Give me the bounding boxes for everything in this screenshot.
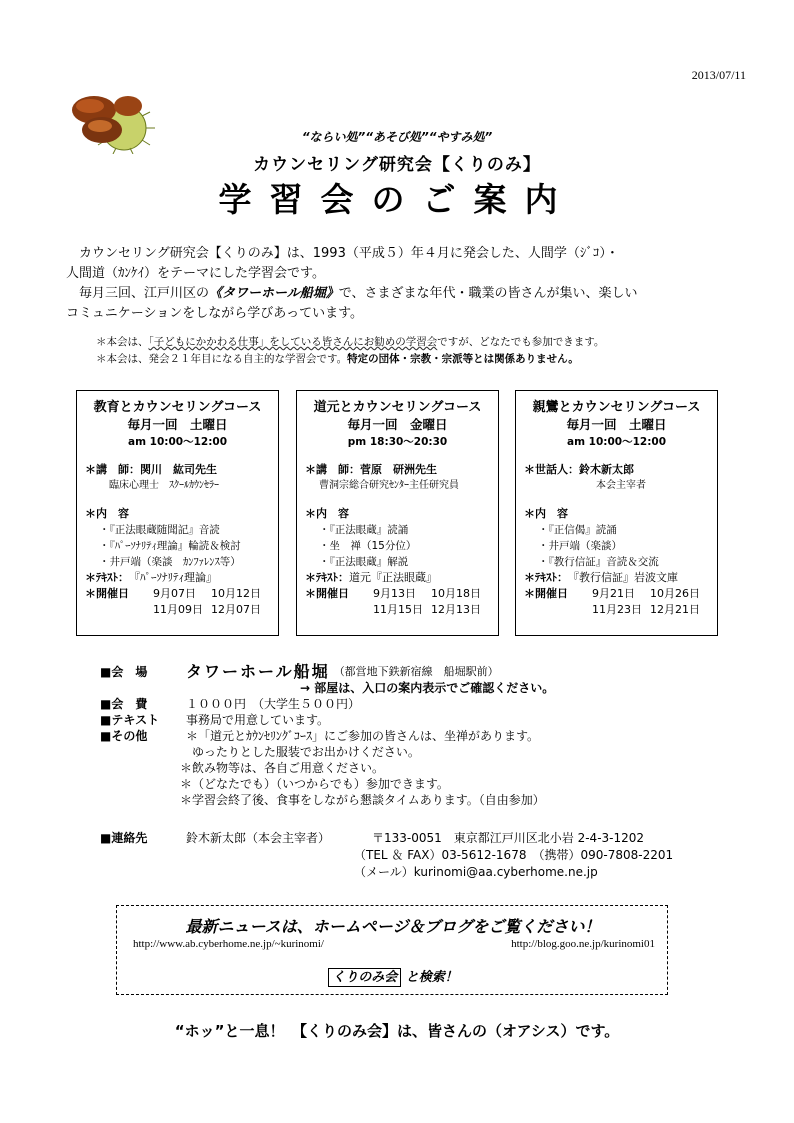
venue-highlight: 《タワーホール船堀》 (209, 286, 339, 301)
notes (96, 334, 604, 368)
other-line: ＊「道元とｶｳﾝｾﾘﾝｸﾞｺｰｽ」にご参加の皆さんは、坐禅があります。 (186, 729, 540, 743)
intro-line-1: カウンセリング研究会【くりのみ】は、1993（平成５）年４月に発会した、人間学（ｼﾞｺ）・ (79, 246, 619, 261)
search-suffix: と検索！ (405, 970, 458, 985)
news-box (116, 905, 668, 995)
note-2-prefix: ＊本会は、発会２１年目になる自主的な学習会です。 (96, 353, 348, 365)
course-time: am 10:00～12:00 (127, 436, 228, 448)
course-frequency: 毎月一回 土曜日 (566, 417, 667, 432)
course-name: 教育とカウンセリングコース (93, 400, 262, 415)
intro-text (66, 244, 726, 324)
news-title: 最新ニュースは、ホームページ＆ブログをご覧ください！ (185, 917, 601, 936)
page-title: 学習会のご案内 (218, 180, 576, 219)
room-note: → 部屋は、入口の案内表示でご確認ください。 (300, 681, 555, 695)
note-1-prefix: ＊本会は、 (96, 336, 149, 348)
course-name: 親鸞とカウンセリングコース (532, 400, 701, 415)
content-item: ・井戸端（楽談 ｶﾝﾌｧﾚﾝｽ等） (99, 556, 241, 568)
schedule-date: 10月18日 (431, 587, 481, 600)
schedule-date: 10月12日 (211, 587, 261, 600)
contact-tel: （TEL ＆ FAX）03-5612-1678 （携帯）090-7808-2201 (354, 848, 674, 862)
course-frequency: 毎月一回 金曜日 (347, 417, 448, 432)
homepage-link[interactable]: http://www.ab.cyberhome.ne.jp/~kurinomi/ (133, 938, 324, 950)
intro-line-2: 人間道（ｶﾝｹｲ）をテーマにした学習会です。 (66, 266, 325, 281)
text-label: ＊ﾃｷｽﾄ： (524, 571, 568, 584)
content-item: ・『教行信証』音読＆交流 (538, 556, 659, 568)
contact-label: ■連絡先 (100, 831, 148, 845)
footer-slogan: “ホッ”と一息！ 【くりのみ会】は、皆さんの（オアシス）です。 (174, 1022, 620, 1040)
contact-mail: （メール）kurinomi@aa.cyberhome.ne.jp (354, 865, 598, 879)
contact-name: 鈴木新太郎（本会主宰者） (186, 831, 331, 845)
note-1-highlight: 「子どもにかかわる仕事」をしている皆さんにお勧めの学習会 (148, 336, 438, 348)
course-box-shinran (515, 390, 718, 636)
search-prompt (117, 966, 669, 985)
schedule-label: ＊開催日 (305, 587, 349, 600)
venue-name: タワーホール船堀 (186, 662, 330, 681)
course-time: pm 18:30～20:30 (347, 436, 448, 448)
content-item: ・『正法眼蔵』読誦 (319, 524, 409, 536)
content-label: ＊内 容 (85, 507, 129, 520)
course-box-education (76, 390, 279, 636)
lead-label: ＊講 師： (305, 463, 360, 476)
other-line: ゆったりとした服装でお出かけください。 (180, 745, 420, 759)
schedule-date: 11月23日 (592, 603, 642, 616)
other-line: ＊（どなたでも）（いつからでも）参加できます。 (180, 777, 449, 791)
organization-name: カウンセリング研究会【くりのみ】 (253, 155, 541, 175)
contact-address: 〒133-0051 東京都江戸川区北小岩 2-4-3-1202 (372, 831, 645, 845)
lead-title: 本会主宰者 (596, 480, 646, 491)
content-label: ＊内 容 (305, 507, 349, 520)
text-label: ■テキスト (100, 713, 160, 727)
intro-line-3a: 毎月三回、江戸川区の (79, 286, 210, 301)
fee-value: １０００円 （大学生５００円） (186, 697, 361, 711)
note-1-suffix: ですが、どなたでも参加できます。 (437, 336, 605, 348)
other-label: ■その他 (100, 729, 148, 743)
course-time: am 10:00～12:00 (566, 436, 667, 448)
schedule-date: 9月13日 (373, 587, 416, 600)
lead-name: 菅原 研洲先生 (360, 463, 437, 476)
contact-info (100, 830, 673, 881)
schedule-date: 12月21日 (650, 603, 700, 616)
schedule-label: ＊開催日 (524, 587, 568, 600)
note-2-bold: 特定の団体・宗教・宗派等とは関係ありません。 (347, 353, 579, 365)
lead-name: 関川 紘司先生 (140, 463, 217, 476)
content-item: ・『正信偈』読誦 (538, 524, 617, 536)
venue-access: （都営地下鉄新宿線 船堀駅前） (333, 665, 499, 678)
content-item: ・井戸端（楽談） (538, 540, 622, 552)
schedule-date: 12月07日 (211, 603, 261, 616)
other-line: ＊学習会終了後、食事をしながら懇談タイムあります。（自由参加） (180, 793, 545, 807)
text-value: 道元『正法眼蔵』 (349, 571, 437, 584)
lead-title: 臨床心理士 ｽｸｰﾙｶｳﾝｾﾗｰ (109, 480, 219, 491)
content-item: ・『正法眼蔵随聞記』音読 (99, 524, 220, 536)
tagline: “ならい処”“あそび処”“やすみ処” (301, 130, 493, 144)
text-value: 事務局で用意しています。 (186, 713, 330, 727)
text-value: 『教行信証』岩波文庫 (568, 571, 678, 584)
course-frequency: 毎月一回 土曜日 (127, 417, 228, 432)
lead-title: 曹洞宗総合研究ｾﾝﾀｰ主任研究員 (319, 480, 459, 491)
schedule-date: 9月07日 (153, 587, 196, 600)
schedule-date: 11月09日 (153, 603, 203, 616)
schedule-date: 10月26日 (650, 587, 700, 600)
lead-name: 鈴木新太郎 (579, 463, 634, 476)
document-date: 2013/07/11 (691, 68, 746, 82)
content-item: ・坐 禅（15分位） (319, 540, 417, 552)
blog-link[interactable]: http://blog.goo.ne.jp/kurinomi01 (511, 938, 655, 950)
lead-label: ＊世話人： (524, 463, 579, 476)
course-name: 道元とカウンセリングコース (313, 400, 482, 415)
event-info (100, 664, 554, 808)
course-box-dogen (296, 390, 499, 636)
lead-label: ＊講 師： (85, 463, 140, 476)
schedule-date: 9月21日 (592, 587, 635, 600)
content-item: ・『ﾊﾟｰｿﾅﾘﾃｨ理論』輪読＆検討 (99, 540, 241, 552)
schedule-label: ＊開催日 (85, 587, 129, 600)
search-term-box: くりのみ会 (328, 968, 401, 987)
fee-label: ■会 費 (100, 697, 148, 711)
schedule-date: 11月15日 (373, 603, 423, 616)
intro-line-4: コミュニケーションをしながら学びあっています。 (66, 306, 364, 321)
venue-label: ■会 場 (100, 665, 148, 679)
text-label: ＊ﾃｷｽﾄ： (305, 571, 349, 584)
text-label: ＊ﾃｷｽﾄ： (85, 571, 129, 584)
intro-line-3c: で、さまざまな年代・職業の皆さんが集い、楽しい (338, 286, 638, 301)
other-line: ＊飲み物等は、各自ご用意ください。 (180, 761, 385, 775)
text-value: 『ﾊﾟｰｿﾅﾘﾃｨ理論』 (129, 571, 217, 584)
content-label: ＊内 容 (524, 507, 568, 520)
content-item: ・『正法眼蔵』解説 (319, 556, 409, 568)
schedule-date: 12月13日 (431, 603, 481, 616)
